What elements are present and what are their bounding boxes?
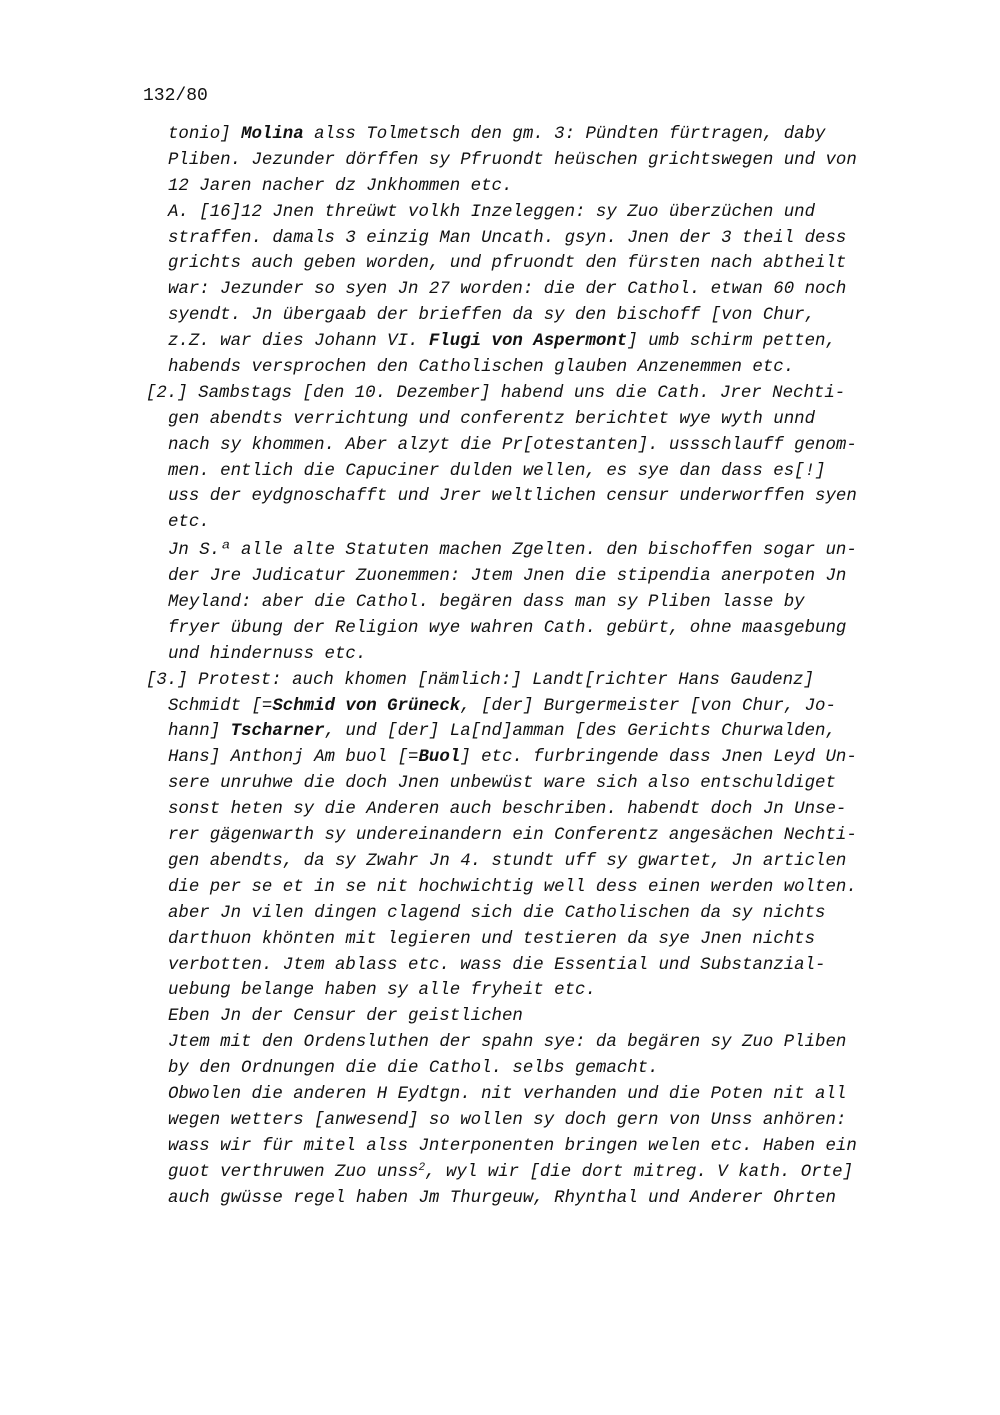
text-line	[0, 745, 1000, 771]
text-run: straffen. damals 3 einzig Man Uncath. gsyn. Jnen der 3 theil dess	[168, 228, 847, 248]
text-line	[0, 901, 1000, 927]
text-run: 12 Jaren nacher dz Jnkhommen etc.	[168, 176, 513, 196]
text-run: A. [16]12 Jnen threüwt volkh Inzeleggen: sy Zuo überzüchen und	[168, 202, 816, 222]
text-run: sere unruhwe die doch Jnen unbewüst ware sich also entschuldiget	[168, 774, 836, 794]
text-line	[0, 1134, 1000, 1160]
text-run: die per se et in se nit hochwichtig well dess einen werden wolten.	[168, 877, 857, 897]
text-run: , [der] Burgermeister [von Chur, Jo-	[460, 696, 836, 716]
text-line	[0, 719, 1000, 745]
text-line	[0, 616, 1000, 642]
text-line	[0, 251, 1000, 277]
bold-name: Tscharner	[230, 722, 325, 742]
text-line	[0, 771, 1000, 797]
text-run: aber Jn vilen dingen clagend sich die Catholischen da sy nichts	[168, 903, 826, 923]
text-run: Eben Jn der Censur der geistlichen	[168, 1007, 523, 1027]
text-run: tonio]	[168, 125, 242, 144]
bold-name: Schmid von Grüneck	[272, 696, 461, 716]
text-run: z.Z. war dies Johann VI.	[168, 332, 429, 352]
text-run: men. entlich die Capuciner dulden wellen, es sye dan dass es[!]	[168, 461, 826, 481]
bold-name: Flugi von Aspermont	[428, 332, 628, 352]
bold-name: Molina	[241, 125, 304, 144]
text-line	[0, 303, 1000, 329]
text-line	[0, 564, 1000, 590]
text-run: Hans] Anthonj Am buol [=	[168, 748, 419, 768]
text-line	[0, 538, 1000, 564]
bold-name: Buol	[418, 748, 461, 768]
text-line	[0, 694, 1000, 720]
text-line	[0, 148, 1000, 174]
text-run: , wyl wir [die dort mitreg. V kath. Orte]	[425, 1162, 853, 1182]
text-run: , und [der] La[nd]amman [des Gerichts Churwalden,	[324, 722, 836, 742]
text-line	[0, 355, 1000, 381]
text-run: [2.] Sambstags [den 10. Dezember] habend uns die Cath. Jrer Nechti-	[146, 383, 846, 403]
text-line	[0, 875, 1000, 901]
text-line	[0, 407, 1000, 433]
text-line	[0, 849, 1000, 875]
text-run: uebung belange haben sy alle fryheit etc.	[168, 981, 596, 1001]
text-run: alss Tolmetsch den gm. 3: Pündten fürtragen, daby	[303, 125, 826, 144]
text-line	[0, 1108, 1000, 1134]
text-run: sonst heten sy die Anderen auch beschriben. habendt doch Jn Unse-	[168, 800, 847, 820]
text-line	[0, 978, 1000, 1004]
text-line	[0, 668, 1000, 694]
text-run: war: Jezunder so syen Jn 27 worden: die der Cathol. etwan 60 noch	[168, 280, 847, 300]
page-number: 132/80	[143, 86, 208, 106]
text-run: darthuon khönten mit legieren und testieren da sye Jnen nichts	[168, 929, 816, 949]
transcription-body	[0, 122, 1000, 1211]
text-line	[0, 927, 1000, 953]
text-line	[0, 797, 1000, 823]
text-line	[0, 1030, 1000, 1056]
text-run: wass wir für mitel alss Jnterponenten bringen welen etc. Haben ein	[168, 1136, 857, 1156]
text-line	[0, 953, 1000, 979]
text-run: [3.] Protest: auch khomen [nämlich:] Landt[richter Hans Gaudenz]	[146, 670, 814, 690]
text-run: etc.	[168, 513, 210, 533]
text-run: der Jre Judicatur Zuonemmen: Jtem Jnen die stipendia anerpoten Jn	[168, 567, 847, 587]
text-line	[0, 484, 1000, 510]
text-run: nach sy khommen. Aber alzyt die Pr[otestanten]. ussschlauff genom-	[168, 435, 857, 455]
text-line	[0, 1186, 1000, 1212]
text-line	[0, 590, 1000, 616]
text-line	[0, 200, 1000, 226]
text-run: grichts auch geben worden, und pfruondt den fürsten nach abtheilt	[168, 254, 847, 274]
text-run: habends versprochen den Catholischen glauben Anzenemmen etc.	[168, 358, 795, 378]
text-line	[0, 1160, 1000, 1186]
text-line	[0, 459, 1000, 485]
text-run: Jn S.ª alle alte Statuten machen Zgelten. den bischoffen sogar un-	[168, 541, 857, 561]
text-line	[0, 226, 1000, 252]
text-line	[0, 433, 1000, 459]
text-run: by den Ordnungen die die Cathol. selbs gemacht.	[168, 1059, 659, 1079]
text-run: uss der eydgnoschafft und Jrer weltlichen censur underworffen syen	[168, 487, 857, 507]
footnote-marker: 2	[418, 1161, 426, 1174]
text-line	[0, 823, 1000, 849]
text-run: Obwolen die anderen H Eydtgn. nit verhanden und die Poten nit all	[168, 1084, 847, 1104]
text-run: Jtem mit den Ordensluthen der spahn sye: da begären sy Zuo Pliben	[168, 1033, 847, 1053]
text-line	[0, 642, 1000, 668]
text-line	[0, 381, 1000, 407]
text-run: wegen wetters [anwesend] so wollen sy doch gern von Unss anhören:	[168, 1110, 847, 1130]
text-line	[0, 1056, 1000, 1082]
text-run: fryer übung der Religion wye wahren Cath. gebürt, ohne maasgebung	[168, 618, 847, 638]
text-run: und hindernuss etc.	[168, 644, 367, 664]
text-run: rer gägenwarth sy undereinandern ein Conferentz angesächen Nechti-	[168, 826, 857, 846]
text-run: Meyland: aber die Cathol. begären dass man sy Pliben lasse by	[168, 593, 805, 613]
text-line	[0, 1004, 1000, 1030]
text-line	[0, 329, 1000, 355]
text-run: Schmidt [=	[168, 696, 273, 716]
text-line	[0, 1082, 1000, 1108]
text-run: hann]	[168, 722, 231, 742]
text-run: verbotten. Jtem ablass etc. wass die Essential und Substanzial-	[168, 955, 826, 975]
text-run: guot verthruwen Zuo unss	[168, 1162, 419, 1182]
text-run: ] etc. furbringende dass Jnen Leyd Un-	[460, 748, 857, 768]
text-run: Pliben. Jezunder dörffen sy Pfruondt heüschen grichtswegen und von	[168, 150, 857, 170]
text-line	[0, 174, 1000, 200]
text-run: auch gwüsse regel haben Jm Thurgeuw, Rhynthal und Anderer Ohrten	[168, 1188, 836, 1208]
text-line	[0, 122, 1000, 148]
text-line	[0, 510, 1000, 536]
text-run: ] umb schirm petten,	[627, 332, 836, 352]
text-run: gen abendts verrichtung und conferentz berichtet wye wyth unnd	[168, 409, 816, 429]
text-run: gen abendts, da sy Zwahr Jn 4. stundt uff sy gwartet, Jn articlen	[168, 851, 847, 871]
text-line	[0, 277, 1000, 303]
text-run: syendt. Jn übergaab der brieffen da sy den bischoff [von Chur,	[168, 306, 816, 326]
